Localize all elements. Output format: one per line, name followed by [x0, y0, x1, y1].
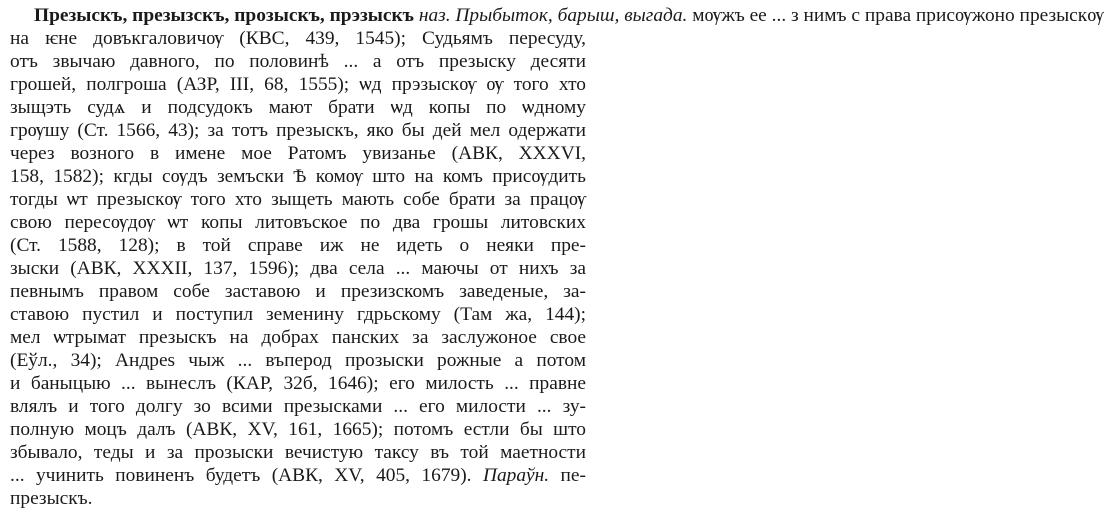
entry-line-6: грѹшу (Ст. 1566, 43); за тотъ презыскъ, яко бы дей мел одержати	[10, 120, 586, 141]
entry-line-17: и баныцыю ... вынеслъ (КАР, 32б, 1646); его милость ... правне	[10, 373, 586, 394]
paradigm-label: Параўн.	[482, 465, 550, 486]
entry-line-1	[10, 4, 1104, 27]
entry-line-19: полную моцъ далъ (АВК, XV, 161, 1665); потомъ естли бы што	[10, 419, 586, 440]
headword: Презыскъ, презызскъ, прозыскъ, прэзыскъ	[34, 5, 414, 26]
entry-line-2: на ѥне довъкгаловичѹ (КВС, 439, 1545); Судьямъ пересуду,	[10, 28, 586, 49]
entry-line-4: грошей, полгроша (АЗР, III, 68, 1555); ѡд прэзыскѹ ѹ того хто	[10, 74, 586, 95]
entry-line-7: через возного в имене мое Ратомъ увизанье (АВК, XXXVI,	[10, 143, 586, 164]
entry-line-3: отъ звычаю давного, по половинѣ ... а отъ презыску десяти	[10, 51, 586, 72]
entry-text-end: ... учинить повиненъ будетъ (АВК, XV, 405, 1679).	[10, 465, 472, 486]
entry-line-14: ставою пустил и поступил земенину гдрьскому (Там жа, 144);	[10, 304, 586, 325]
entry-line-22: презыскъ.	[10, 488, 93, 509]
entry-line-9: тогды ѡт презыскѹ того хто зыщеть мають собе брати за працѹ	[10, 189, 586, 210]
entry-line-21: ... учинить повиненъ будетъ (АВК, XV, 405, 1679). Параўн. пе-	[10, 465, 586, 486]
entry-line-8: 158, 1582); кгды сѹдъ земъски Ѣ комѹ што на комъ присѹдить	[10, 166, 586, 187]
entry-line-16: (Еўл., 34); Андреѕ чыж ... въперод прозыски рожные а потом	[10, 350, 586, 371]
gloss: Прыбыток, барыш, выгада.	[455, 5, 688, 26]
dictionary-entry	[10, 4, 1104, 510]
entry-line-15: мел ѡтрымат презыскъ на добрах панских за заслужоное свое	[10, 327, 586, 348]
entry-line-10: свою пересѹдѹ ѡт копы литовъское по два грошы литовских	[10, 212, 586, 233]
part-of-speech: наз.	[418, 5, 451, 26]
entry-text: мѹжъ ее ... з нимъ с права присѹжоно презыскѹ	[687, 5, 1104, 26]
entry-line-18: влялъ и того долгу зо всими презысками ... его милости ... зу-	[10, 396, 586, 417]
entry-line-11: (Ст. 1588, 128); в той справе иж не идеть о неяки пре-	[10, 235, 586, 256]
entry-line-12: зыски (АВК, XXXII, 137, 1596); два села ... маючы от нихъ за	[10, 258, 586, 279]
entry-line-13: певнымъ правом собе заставою и презизскомъ заведеные, за-	[10, 281, 586, 302]
entry-line-5: зыщэть судѧ и подсудокъ мают брати ѡд копы по ѡдному	[10, 97, 586, 118]
entry-line-20: збывало, теды и за прозыски вечистую таксу въ той маетности	[10, 442, 586, 463]
